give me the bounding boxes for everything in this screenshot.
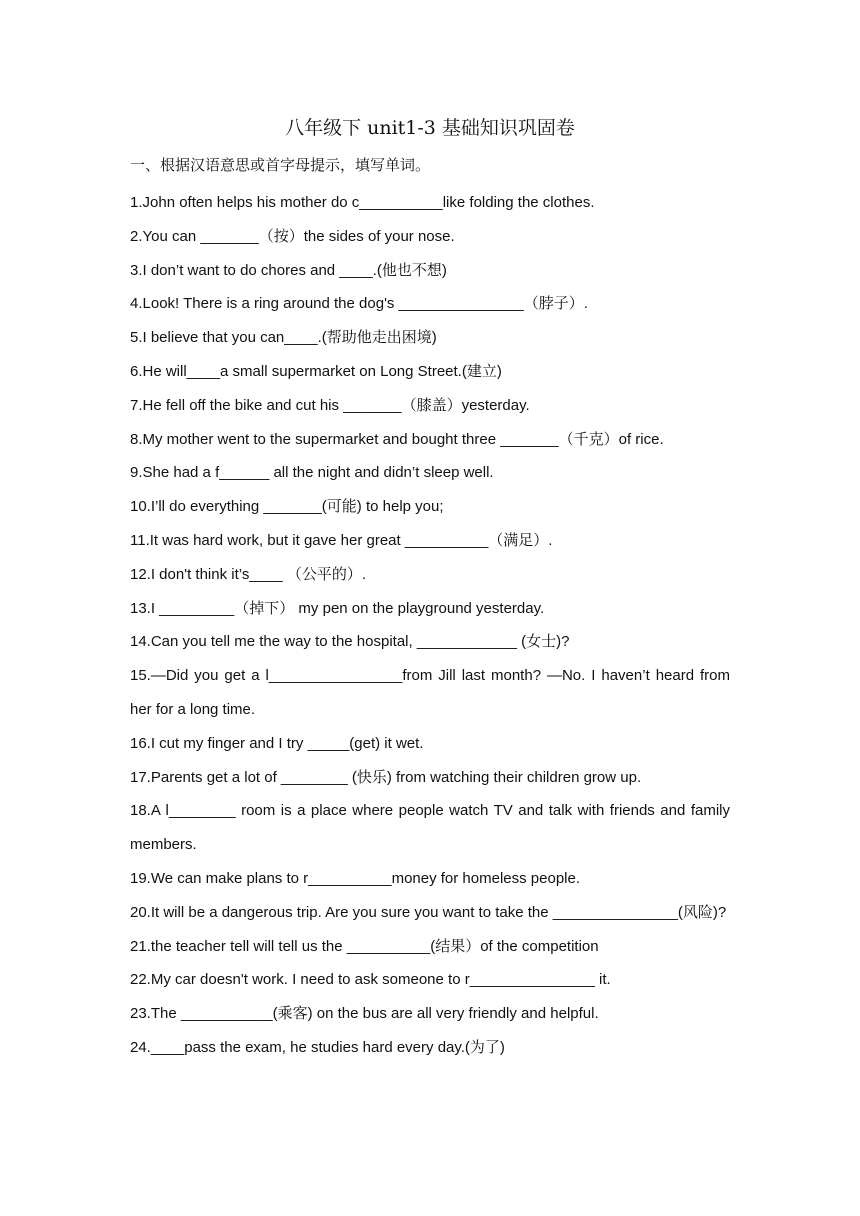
question-item: 10.I’ll do everything _______(可能) to help you;	[130, 498, 444, 516]
question-item: 12.I don't think it’s____ （公平的）.	[130, 565, 367, 583]
question-item: 23.The ___________(乘客) on the bus are all very friendly and helpful.	[130, 1005, 599, 1023]
question-item: 6.He will____a small supermarket on Long Street.(建立)	[130, 362, 502, 380]
question-item: 20.It will be a dangerous trip. Are you sure you want to take the _______________(风险)?	[130, 903, 727, 921]
question-item: 13.I _________（掉下） my pen on the playground yesterday.	[130, 599, 545, 617]
question-item: 17.Parents get a lot of ________ (快乐) from watching their children grow up.	[130, 768, 642, 786]
question-item: 8.My mother went to the supermarket and bought three _______（千克）of rice.	[130, 430, 664, 448]
question-item: 14.Can you tell me the way to the hospital, ____________ (女士)?	[130, 633, 570, 651]
question-item: 22.My car doesn't work. I need to ask someone to r_______________ it.	[130, 971, 611, 989]
question-item: 15.—Did you get a l________________from Jill last month? —No. I haven’t heard from her for a long time.	[130, 667, 730, 718]
question-item: 11.It was hard work, but it gave her great __________（满足）.	[130, 531, 553, 549]
question-item: 19.We can make plans to r__________money for homeless people.	[130, 869, 581, 887]
section-heading: 一、根据汉语意思或首字母提示，填写单词。	[130, 156, 431, 174]
question-item: 9.She had a f______ all the night and didn’t sleep well.	[130, 464, 494, 482]
question-item: 4.Look! There is a ring around the dog's _______________（脖子）.	[130, 295, 588, 313]
question-item: 24.____pass the exam, he studies hard every day.(为了)	[130, 1038, 505, 1056]
question-item: 18.A l________ room is a place where people watch TV and talk with friends and family members.	[130, 802, 730, 854]
question-item: 7.He fell off the bike and cut his _______（膝盖）yesterday.	[130, 396, 530, 414]
question-list	[130, 186, 730, 1065]
question-item: 21.the teacher tell will tell us the __________(结果）of the competition	[130, 937, 599, 955]
question-item: 16.I cut my finger and I try _____(get) it wet.	[130, 734, 424, 752]
question-item: 3.I don’t want to do chores and ____.(他也不想)	[130, 261, 447, 279]
question-item: 5.I believe that you can____.(帮助他走出困境)	[130, 329, 437, 347]
page-title: 八年级下 unit1-3 基础知识巩固卷	[285, 117, 575, 139]
question-item: 2.You can _______（按）the sides of your nose.	[130, 227, 455, 245]
question-item: 1.John often helps his mother do c__________like folding the clothes.	[130, 194, 595, 211]
